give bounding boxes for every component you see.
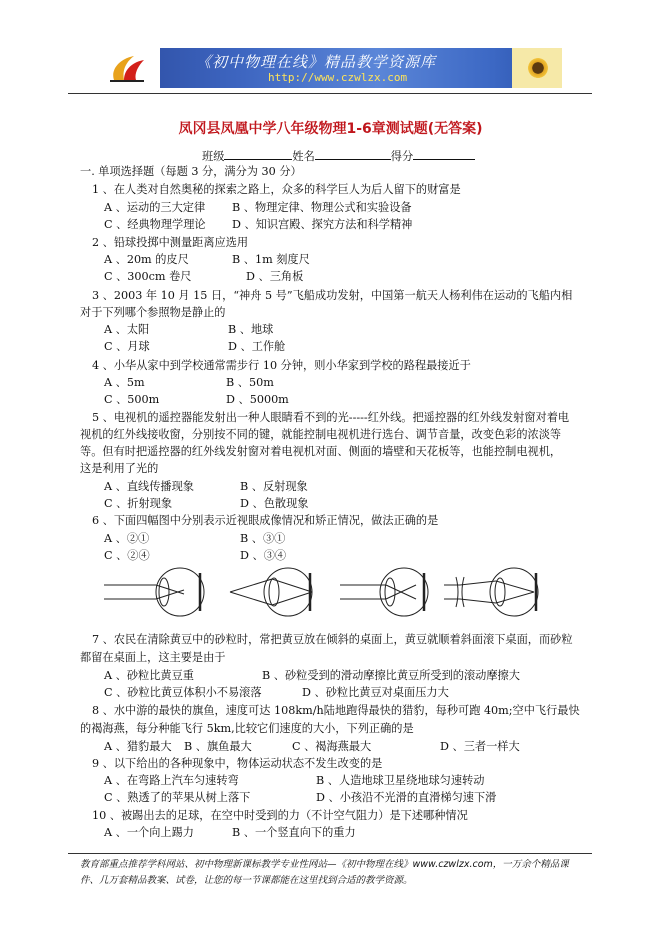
q1-stem: 1 、在人类对自然奥秘的探索之路上，众多的科学巨人为后人留下的财富是 — [92, 183, 461, 196]
q1-option-a: A 、运动的三大定律 — [104, 201, 206, 214]
footer-note — [80, 857, 600, 889]
q1-option-d: D 、知识宫殿、探究方法和科学精神 — [232, 218, 413, 231]
q4-option-a: A 、5m — [104, 376, 145, 389]
q2-option-a: A 、20m 的皮尺 — [104, 253, 189, 266]
q10-option-a: A 、一个向上踢力 — [104, 826, 194, 839]
banner-url[interactable]: http://www.czwlzx.com — [268, 71, 408, 84]
q7-stem-line2: 都留在桌面上，这主要是由于 — [80, 651, 226, 664]
q5-stem-line4: 这是利用了光的 — [80, 462, 159, 475]
q9-option-c: C 、熟透了的苹果从树上落下 — [104, 791, 251, 804]
page-title: 凤冈县凤凰中学八年级物理1-6章测试题(无答案) — [178, 121, 483, 137]
q3-option-d: D 、工作舱 — [228, 340, 286, 353]
eye-diagram-3 — [340, 568, 428, 616]
q2-option-d: D 、三角板 — [246, 270, 304, 283]
q7-option-a: A 、砂粒比黄豆重 — [104, 669, 194, 682]
banner-title: 《初中物理在线》精品教学资源库 — [196, 53, 437, 71]
q8-option-b: B 、旗鱼最大 — [184, 740, 252, 753]
q3-option-a: A 、太阳 — [104, 323, 150, 336]
name-blank[interactable] — [315, 147, 391, 160]
q9-stem: 9 、以下给出的各种现象中，物体运动状态不发生改变的是 — [92, 757, 383, 770]
header-divider — [68, 93, 592, 94]
q4-option-b: B 、50m — [226, 376, 274, 389]
q9-option-b: B 、人造地球卫星绕地球匀速转动 — [316, 774, 485, 787]
sunflower-icon — [528, 58, 548, 78]
q8-option-a: A 、猎豹最大 — [104, 740, 172, 753]
q3-option-b: B 、地球 — [228, 323, 274, 336]
q7-option-d: D 、砂粒比黄豆对桌面压力大 — [302, 686, 449, 699]
footer-divider — [68, 853, 592, 854]
q6-stem: 6 、下面四幅图中分别表示近视眼成像情况和矫正情况，做法正确的是 — [92, 514, 439, 527]
q7-option-b: B 、砂粒受到的滑动摩擦比黄豆所受到的滚动摩擦大 — [262, 669, 520, 682]
q6-option-c: C 、②④ — [104, 549, 150, 562]
class-blank[interactable] — [224, 147, 292, 160]
q4-stem: 4 、小华从家中到学校通常需步行 10 分钟，则小华家到学校的路程最接近于 — [92, 359, 471, 372]
q3-option-c: C 、月球 — [104, 340, 150, 353]
q1-option-c: C 、经典物理学理论 — [104, 218, 206, 231]
q2-option-c: C 、300cm 卷尺 — [104, 270, 192, 283]
q6-option-a: A 、②① — [104, 532, 150, 545]
header-banner — [100, 48, 562, 88]
class-label: 班级 — [202, 150, 225, 163]
q4-option-d: D 、5000m — [226, 393, 289, 406]
q8-option-d: D 、三者一样大 — [440, 740, 520, 753]
q4-option-c: C 、500m — [104, 393, 160, 406]
q5-option-d: D 、色散现象 — [240, 497, 309, 510]
q8-option-c: C 、褐海燕最大 — [292, 740, 372, 753]
name-label: 姓名 — [292, 150, 315, 163]
student-info-fields — [202, 147, 475, 165]
q5-stem-line2: 视机的红外线接收窗，分别按不同的键，就能控制电视机进行选台、调节音量，改变色彩的浓淡等 — [80, 428, 562, 441]
q7-option-c: C 、砂粒比黄豆体积小不易滚落 — [104, 686, 262, 699]
q5-option-c: C 、折射现象 — [104, 497, 173, 510]
q10-option-b: B 、一个竖直向下的重力 — [232, 826, 356, 839]
q9-option-a: A 、在弯路上汽车匀速转弯 — [104, 774, 239, 787]
eye-diagram-1 — [104, 568, 204, 616]
q5-stem-line3: 等。但有时把遥控器的红外线发射窗对着电视机对面、侧面的墙壁和天花板等，也能控制电视机， — [80, 445, 562, 458]
q8-stem-line2: 的褐海燕，每分种能飞行 5km,比较它们速度的大小，下列正确的是 — [80, 722, 414, 735]
site-logo — [100, 48, 160, 88]
q10-stem: 10 、被踢出去的足球，在空中时受到的力（不计空气阻力）是下述哪种情况 — [92, 809, 468, 822]
q5-stem-line1: 5 、电视机的遥控器能发射出一种人眼睛看不到的光-----红外线。把遥控器的红外线发射窗对着电 — [92, 411, 570, 424]
q8-stem-line1: 8 、水中游的最快的旗鱼，速度可达 108km/h陆地跑得最快的猎豹，每秒可跑 40m;空中飞行最快 — [92, 704, 580, 717]
q6-option-b: B 、③① — [240, 532, 286, 545]
q6-option-d: D 、③④ — [240, 549, 287, 562]
eye-diagram-2 — [230, 568, 312, 616]
section-heading: 一. 单项选择题（每题 3 分，满分为 30 分） — [80, 165, 302, 178]
score-blank[interactable] — [413, 147, 475, 160]
q1-option-b: B 、物理定律、物理公式和实验设备 — [232, 201, 412, 214]
footer-line-1: 教育部重点推荐学科网站、初中物理新课标教学专业性网站—《初中物理在线》www.czwlzx.com，一万余个精品课 — [80, 859, 569, 870]
score-label: 得分 — [390, 150, 414, 163]
q5-option-b: B 、反射现象 — [240, 480, 308, 493]
footer-line-2: 件、几万套精品教案、试卷，让您的每一节课都能在这里找到合适的教学资源。 — [80, 875, 413, 886]
eye-diagrams — [104, 563, 556, 621]
eye-diagram-4 — [444, 568, 538, 616]
q7-stem-line1: 7 、农民在清除黄豆中的砂粒时，常把黄豆放在倾斜的桌面上，黄豆就顺着斜面滚下桌面，而砂粒 — [92, 633, 573, 646]
q3-stem-line1: 3 、2003 年 10 月 15 日，“神舟 5 号”飞船成功发射，中国第一航天人杨利伟在运动的飞船内相 — [92, 289, 573, 302]
q2-option-b: B 、1m 刻度尺 — [232, 253, 310, 266]
q5-option-a: A 、直线传播现象 — [104, 480, 194, 493]
q3-stem-line2: 对于下列哪个参照物是静止的 — [80, 306, 226, 319]
q9-option-d: D 、小孩沿不光滑的直滑梯匀速下滑 — [316, 791, 497, 804]
q2-stem: 2 、铅球投掷中测量距离应选用 — [92, 236, 249, 249]
